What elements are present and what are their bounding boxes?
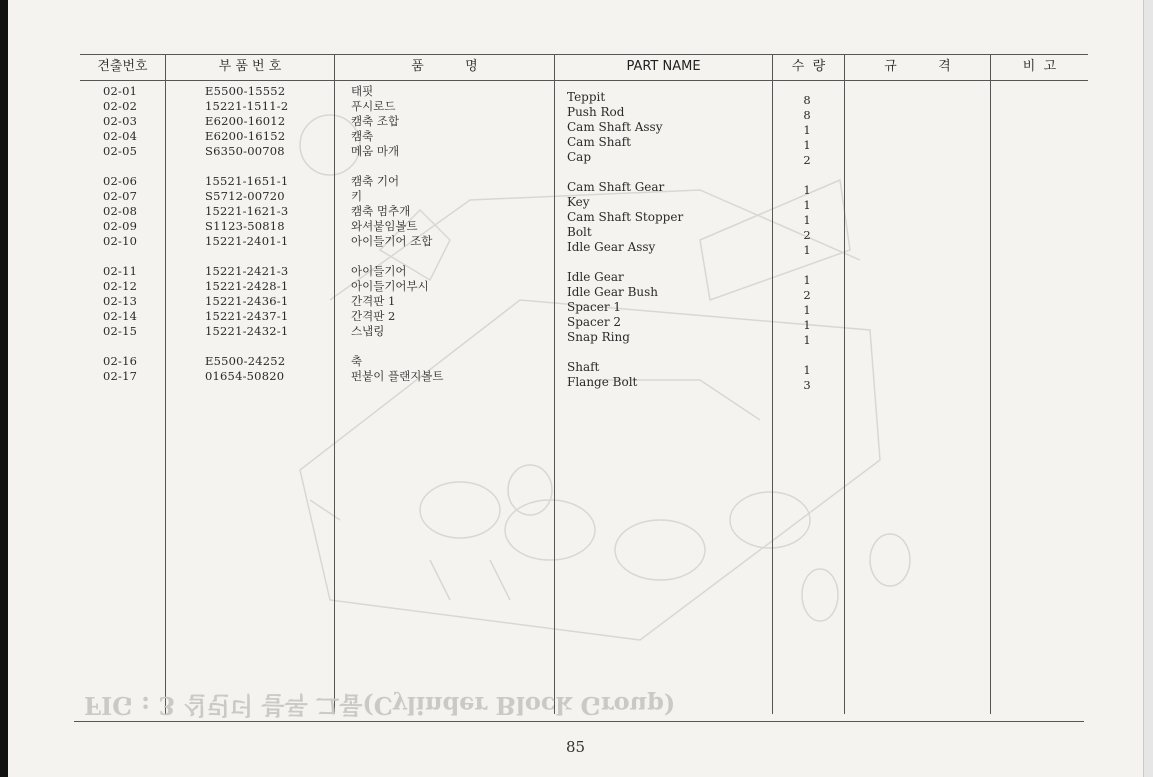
header-part-name: PART NAME <box>626 59 701 74</box>
part-name-cell: Shaft <box>567 360 600 374</box>
part-no-cell: 15221-2421-3 <box>205 264 289 278</box>
part-name-cell: Teppit <box>567 90 606 104</box>
qty-cell: 8 <box>803 93 811 107</box>
col-divider-6 <box>990 54 991 714</box>
ref-cell: 02-09 <box>103 219 138 233</box>
bleed-through-caption: FIG : 3 실린더 블록 그룹(Cylinder Block Group) <box>84 691 676 720</box>
name-ko-cell: 캠축 기어 <box>351 174 400 188</box>
name-ko-cell: 간격판 1 <box>351 294 396 308</box>
name-ko-cell: 축 <box>351 354 363 368</box>
part-no-cell: 15221-2436-1 <box>205 294 289 308</box>
name-ko-cell: 아이들기어 <box>351 264 407 278</box>
name-ko-cell: 태핏 <box>351 84 374 98</box>
part-name-cell: Cam Shaft Stopper <box>567 210 684 224</box>
name-ko-cell: 캠축 조합 <box>351 114 400 128</box>
part-name-cell: Cam Shaft <box>567 135 631 149</box>
col-divider-3 <box>554 54 555 714</box>
part-no-cell: S1123-50818 <box>205 219 285 233</box>
part-name-cell: Bolt <box>567 225 592 239</box>
part-name-cell: Idle Gear Bush <box>567 285 659 299</box>
name-ko-cell: 키 <box>351 189 363 203</box>
part-name-cell: Spacer 2 <box>567 315 622 329</box>
part-no-cell: E5500-15552 <box>205 84 286 98</box>
header-spec: 규 격 <box>884 59 951 74</box>
part-name-cell: Push Rod <box>567 105 625 119</box>
name-ko-cell: 캠축 멈추개 <box>351 204 411 218</box>
header-name-ko: 품 명 <box>411 59 478 74</box>
ref-cell: 02-06 <box>103 174 138 188</box>
part-no-cell: 01654-50820 <box>205 369 285 383</box>
part-name-cell: Spacer 1 <box>567 300 622 314</box>
qty-cell: 1 <box>803 273 811 287</box>
part-no-cell: E6200-16012 <box>205 114 286 128</box>
qty-cell: 1 <box>803 303 811 317</box>
part-name-cell: Cam Shaft Assy <box>567 120 663 134</box>
part-no-cell: E5500-24252 <box>205 354 286 368</box>
qty-cell: 1 <box>803 318 811 332</box>
header-remarks: 비 고 <box>1022 59 1057 74</box>
qty-cell: 2 <box>803 153 811 167</box>
col-divider-2 <box>334 54 335 714</box>
table-top-rule <box>80 54 1088 55</box>
ref-cell: 02-16 <box>103 354 138 368</box>
header-qty: 수 량 <box>791 59 826 74</box>
qty-cell: 1 <box>803 243 811 257</box>
ref-cell: 02-03 <box>103 114 138 128</box>
ref-cell: 02-02 <box>103 99 138 113</box>
ref-cell: 02-15 <box>103 324 138 338</box>
page-number: 85 <box>566 738 586 756</box>
part-no-cell: 15221-2401-1 <box>205 234 289 248</box>
qty-cell: 1 <box>803 183 811 197</box>
part-no-cell: S5712-00720 <box>205 189 285 203</box>
part-name-cell: Snap Ring <box>567 330 630 344</box>
ref-cell: 02-08 <box>103 204 138 218</box>
part-name-cell: Idle Gear <box>567 270 624 284</box>
ref-cell: 02-17 <box>103 369 138 383</box>
qty-cell: 1 <box>803 363 811 377</box>
col-divider-4 <box>772 54 773 714</box>
ref-cell: 02-13 <box>103 294 138 308</box>
part-no-cell: 15221-2437-1 <box>205 309 289 323</box>
part-no-cell: 15221-1511-2 <box>205 99 289 113</box>
qty-cell: 1 <box>803 213 811 227</box>
ref-cell: 02-14 <box>103 309 138 323</box>
ref-cell: 02-01 <box>103 84 138 98</box>
ref-cell: 02-05 <box>103 144 138 158</box>
col-divider-1 <box>165 54 166 714</box>
part-no-cell: 15221-2428-1 <box>205 279 289 293</box>
qty-cell: 1 <box>803 123 811 137</box>
header-ref-no: 견출번호 <box>97 59 148 74</box>
part-name-cell: Cam Shaft Gear <box>567 180 665 194</box>
ref-cell: 02-10 <box>103 234 138 248</box>
name-ko-cell: 와셔붙임볼트 <box>351 219 418 233</box>
name-ko-cell: 스냅링 <box>351 324 385 338</box>
part-name-cell: Cap <box>567 150 592 164</box>
qty-cell: 1 <box>803 138 811 152</box>
name-ko-cell: 아이들기어 조합 <box>351 234 433 248</box>
name-ko-cell: 펀붙이 플랜지볼트 <box>351 369 444 383</box>
name-ko-cell: 간격판 2 <box>351 309 396 323</box>
qty-cell: 2 <box>803 228 811 242</box>
part-no-cell: S6350-00708 <box>205 144 285 158</box>
ref-cell: 02-04 <box>103 129 138 143</box>
qty-cell: 1 <box>803 333 811 347</box>
qty-cell: 8 <box>803 108 811 122</box>
ref-cell: 02-11 <box>103 264 138 278</box>
ref-cell: 02-07 <box>103 189 138 203</box>
header-bottom-rule <box>80 80 1088 81</box>
part-no-cell: 15221-1621-3 <box>205 204 289 218</box>
part-no-cell: 15521-1651-1 <box>205 174 289 188</box>
name-ko-cell: 메움 마개 <box>351 144 400 158</box>
part-no-cell: 15221-2432-1 <box>205 324 289 338</box>
name-ko-cell: 아이들기어부시 <box>351 279 429 293</box>
part-name-cell: Idle Gear Assy <box>567 240 656 254</box>
qty-cell: 2 <box>803 288 811 302</box>
part-name-cell: Key <box>567 195 590 209</box>
name-ko-cell: 푸시로드 <box>351 99 396 113</box>
col-divider-5 <box>844 54 845 714</box>
qty-cell: 3 <box>803 378 811 392</box>
ref-cell: 02-12 <box>103 279 138 293</box>
part-no-cell: E6200-16152 <box>205 129 286 143</box>
part-name-cell: Flange Bolt <box>567 375 638 389</box>
qty-cell: 1 <box>803 198 811 212</box>
header-part-no: 부 품 번 호 <box>218 59 282 74</box>
name-ko-cell: 캠축 <box>351 129 374 143</box>
